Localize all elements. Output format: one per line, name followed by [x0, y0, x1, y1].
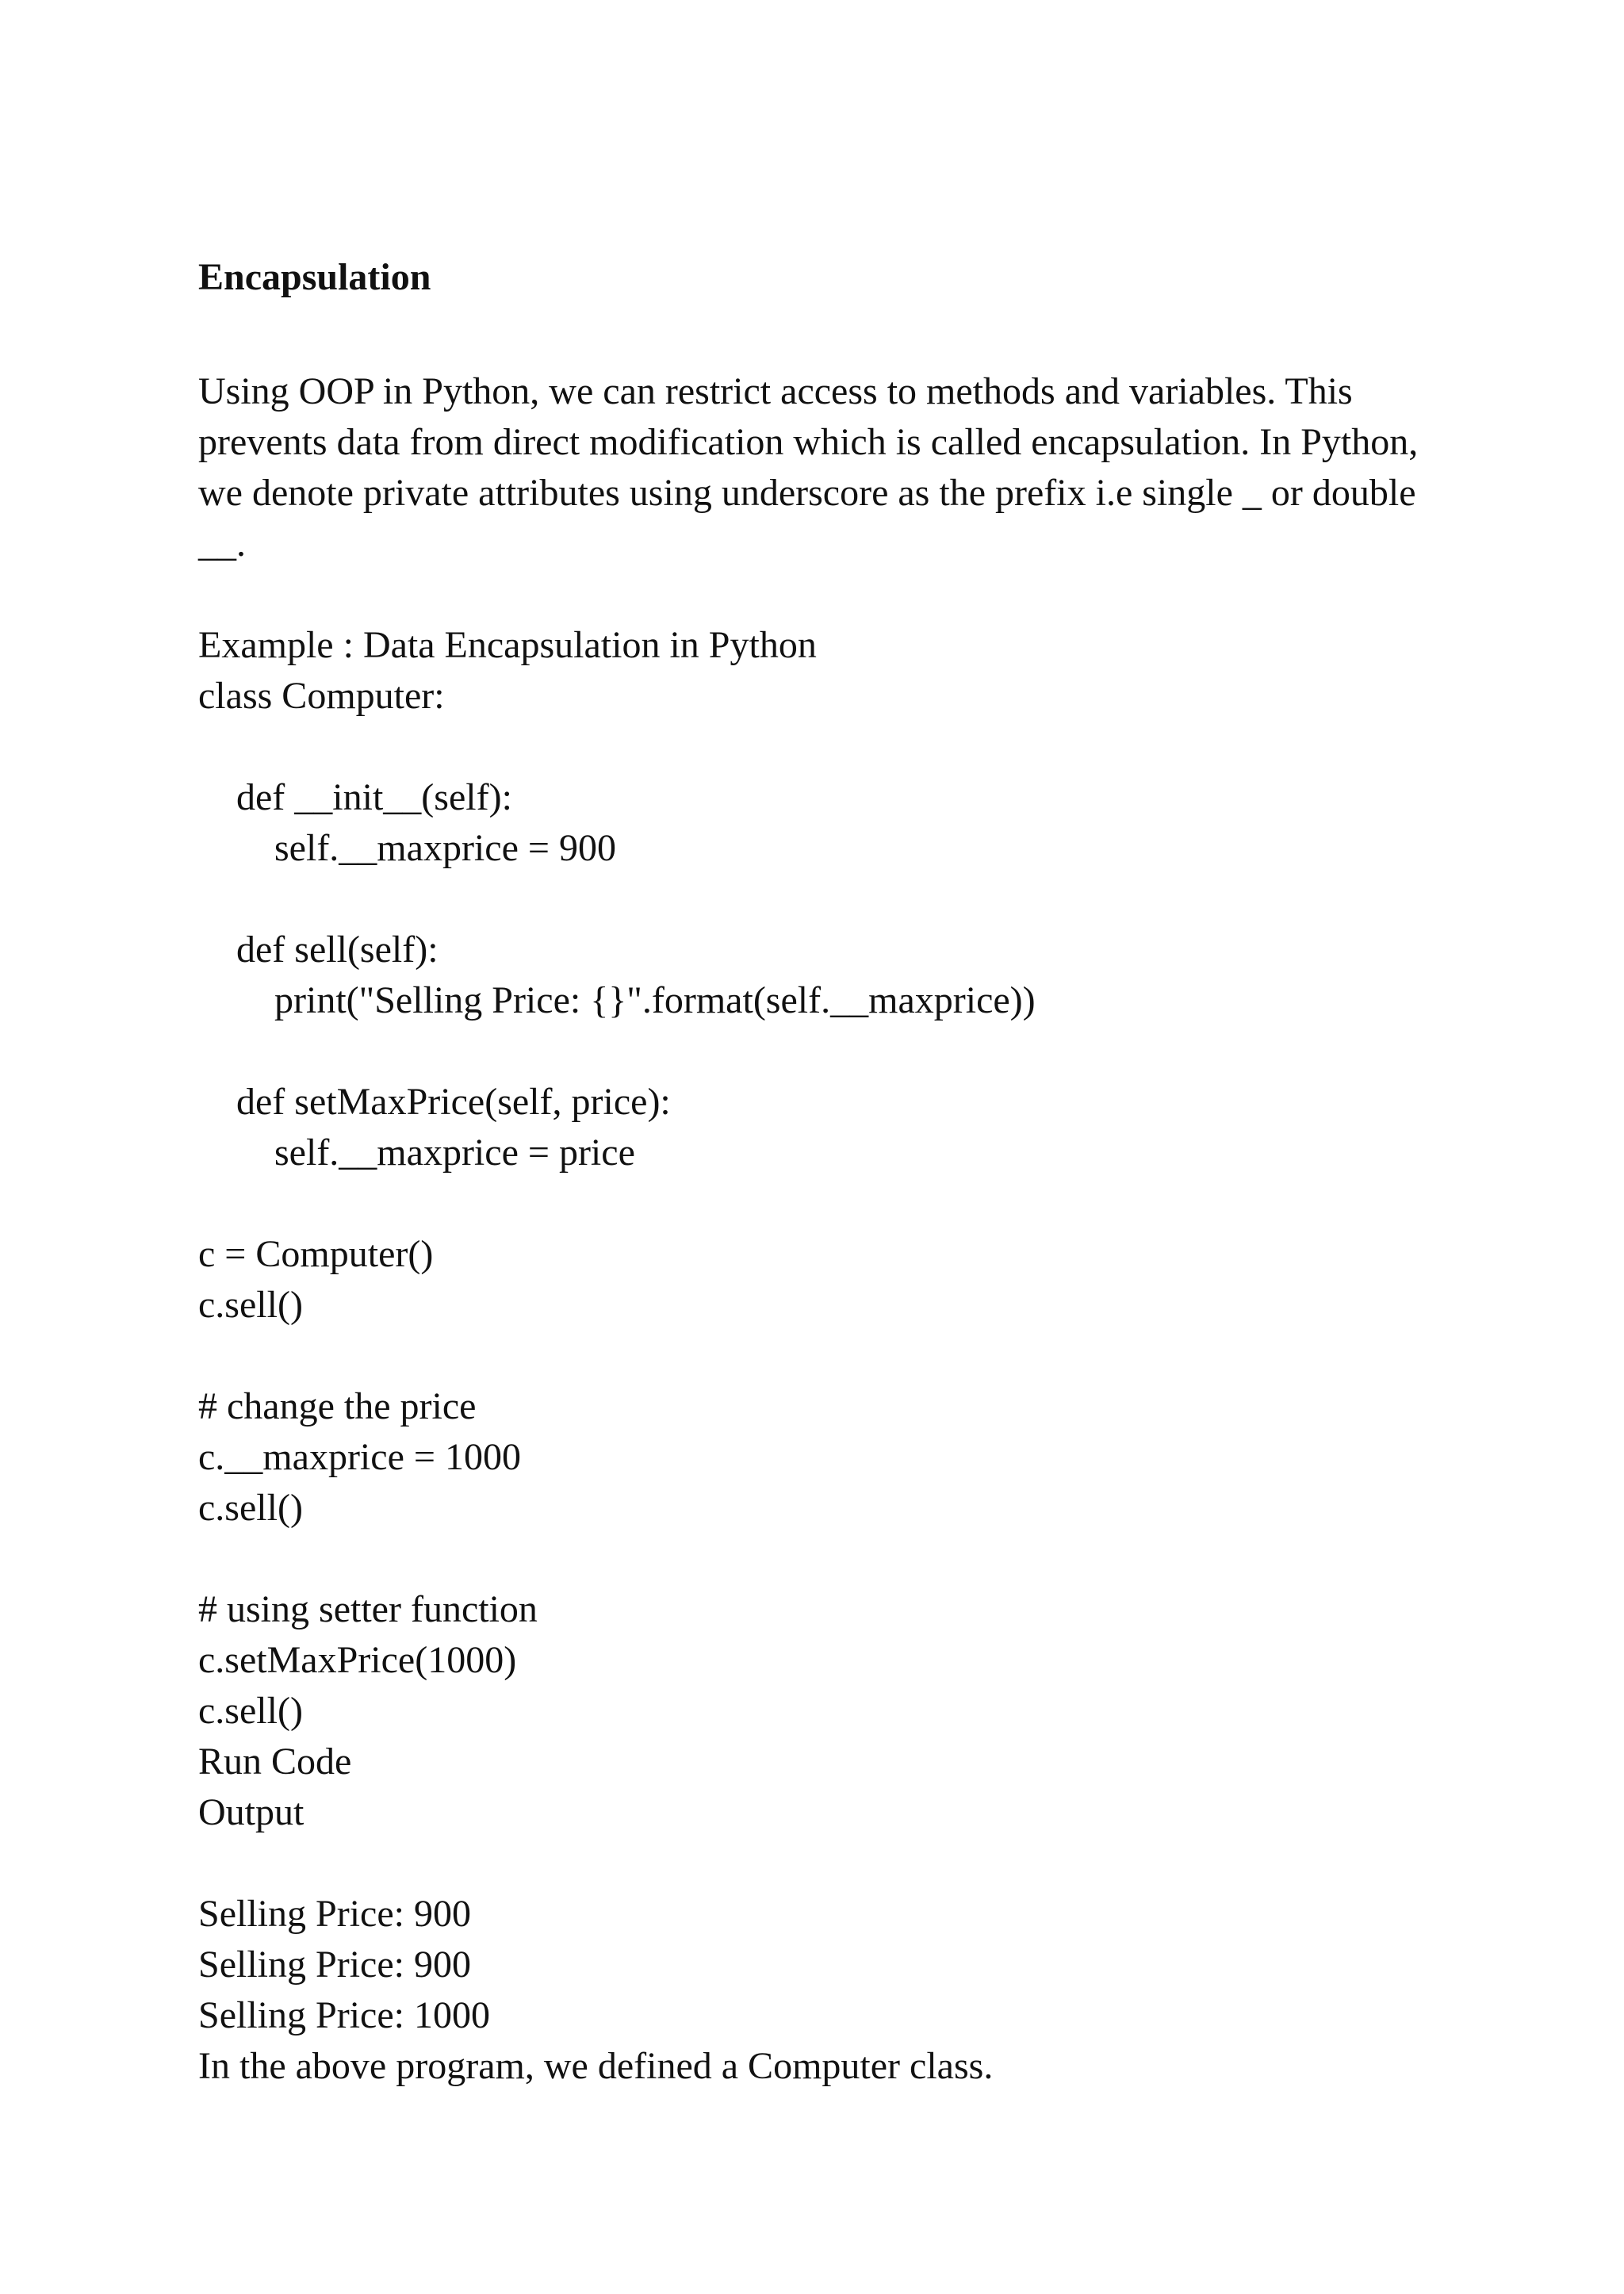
blank-line — [198, 1331, 1435, 1381]
blank-line — [198, 1534, 1435, 1584]
code-setter-body: self.__maxprice = price — [274, 1132, 635, 1174]
code-sell-call: c.sell() — [198, 1284, 303, 1326]
blank-line — [198, 1838, 1435, 1889]
code-sell-def: def sell(self): — [236, 929, 439, 971]
blank-line — [198, 1178, 1435, 1229]
output-line: Selling Price: 900 — [198, 1893, 471, 1935]
output-line: Selling Price: 900 — [198, 1944, 471, 1986]
example-title: Example : Data Encapsulation in Python — [198, 624, 817, 666]
run-code-label: Run Code — [198, 1741, 352, 1783]
output-line: Selling Price: 1000 — [198, 1994, 490, 2036]
intro-line: __. — [198, 523, 246, 565]
output-label: Output — [198, 1791, 304, 1833]
blank-line — [198, 874, 1435, 925]
code-comment-change: # change the price — [198, 1385, 477, 1427]
code-init-def: def __init__(self): — [236, 776, 512, 818]
code-direct-assign: c.__maxprice = 1000 — [198, 1436, 521, 1478]
closing-text: In the above program, we defined a Computer class. — [198, 2045, 994, 2087]
page-title: Encapsulation — [198, 256, 431, 298]
code-setter-def: def setMaxPrice(self, price): — [236, 1081, 671, 1123]
code-sell-body: print("Selling Price: {}".format(self.__maxprice)) — [274, 979, 1036, 1021]
intro-line: Using OOP in Python, we can restrict access to methods and variables. This — [198, 370, 1353, 412]
intro-line: we denote private attributes using underscore as the prefix i.e single _ or double — [198, 472, 1416, 514]
code-instance-line: c = Computer() — [198, 1233, 434, 1275]
blank-line — [198, 1026, 1435, 1077]
example-section — [198, 620, 1435, 2092]
code-setter-call: c.setMaxPrice(1000) — [198, 1639, 517, 1681]
intro-line: prevents data from direct modification which is called encapsulation. In Python, — [198, 421, 1419, 463]
code-sell-call: c.sell() — [198, 1487, 303, 1529]
code-init-body: self.__maxprice = 900 — [274, 827, 616, 869]
blank-line — [198, 722, 1435, 772]
code-sell-call: c.sell() — [198, 1690, 303, 1732]
intro-paragraph — [198, 366, 1435, 569]
code-class-line: class Computer: — [198, 675, 445, 717]
code-comment-setter: # using setter function — [198, 1588, 538, 1630]
